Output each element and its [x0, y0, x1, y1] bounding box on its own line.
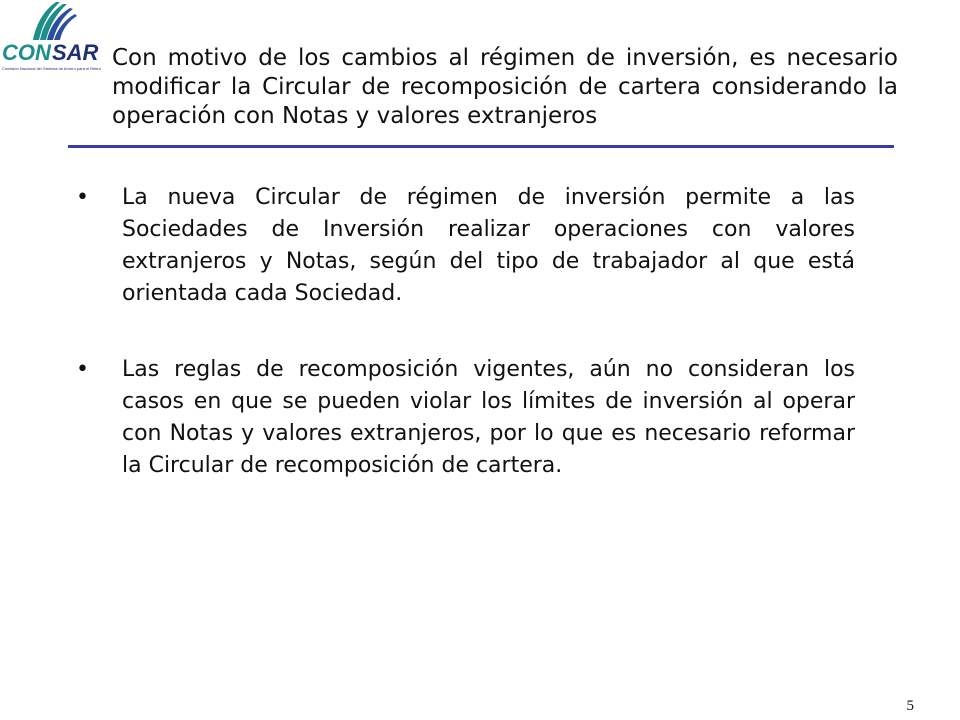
- bullet-marker: •: [76, 185, 89, 210]
- logo-mark-icon: [33, 2, 77, 40]
- consar-logo: [0, 0, 112, 80]
- page-number: 5: [906, 698, 914, 714]
- bullet-marker: •: [76, 357, 89, 382]
- bullet-text: Las reglas de recomposición vigentes, aún no consideran los casos en que se pueden violar los límites de inversión al operar con Notas y valores extranjeros, por lo que es necesario reformar la Circular de recomposición de cartera.: [122, 357, 855, 478]
- slide-title: Con motivo de los cambios al régimen de inversión, es necesario modificar la Circular de recomposición de cartera considerando la operación con Notas y valores extranjeros: [112, 45, 898, 129]
- consar-logo-graphic: [0, 0, 112, 80]
- title-divider: [68, 145, 894, 148]
- logo-tagline: Comisión Nacional del Sistema de Ahorro para el Retiro: [2, 66, 101, 71]
- logo-brand-suffix: SAR: [52, 40, 99, 65]
- logo-brand-prefix: CON: [2, 40, 51, 65]
- bullet-text: La nueva Circular de régimen de inversión permite a las Sociedades de Inversión realizar operaciones con valores extranjeros y Notas, según del tipo de trabajador al que está orientada cada Sociedad.: [122, 185, 855, 306]
